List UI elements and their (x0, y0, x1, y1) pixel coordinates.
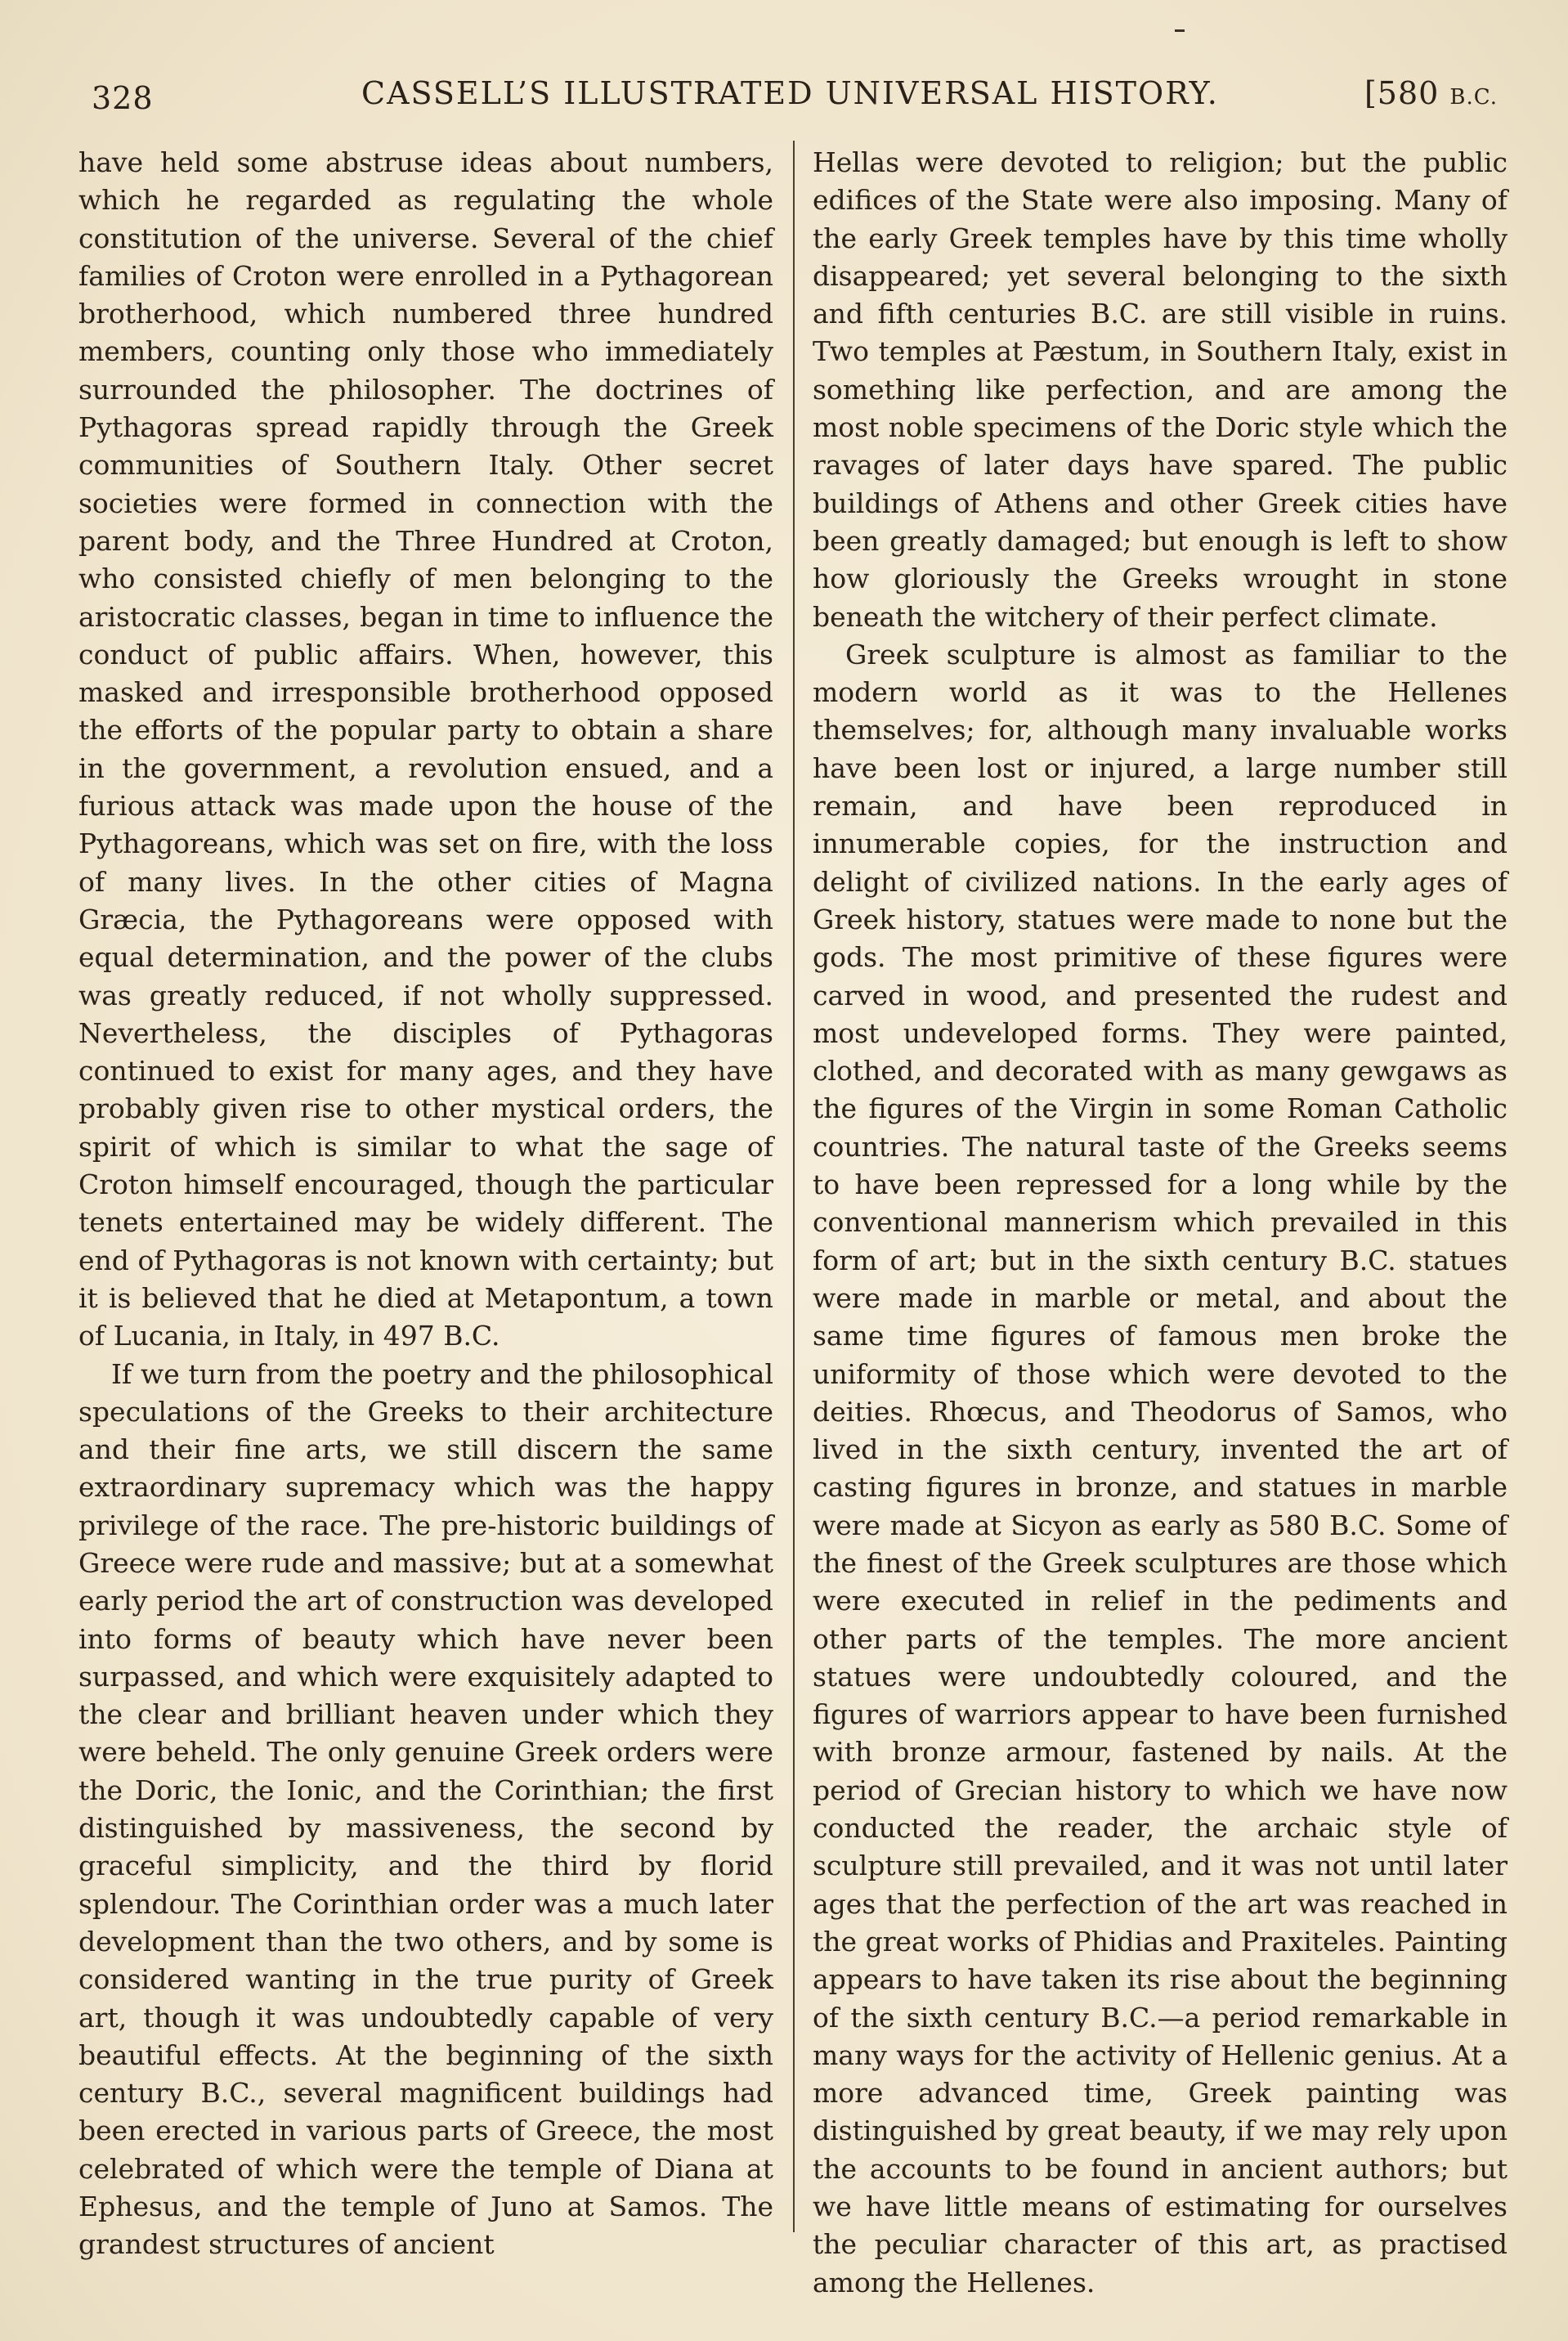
left-column (78, 144, 773, 2264)
date-year: [580 (1364, 75, 1440, 111)
paragraph: Hellas were devoted to religion; but the public edifices of the State were also imposing. Many of the early Greek temples have by this time wholly disappeared; yet several belonging to the sixth and fifth centuries B.C. are still visible in ruins. Two temples at Pæstum, in Southern Italy, exist in something like perfection, and are among the most noble specimens of the Doric style which the ravages of later days have spared. The public buildings of Athens and other Greek cities have been greatly damaged; but enough is left to show how gloriously the Greeks wrought in stone beneath the witchery of their perfect climate. (813, 146, 1508, 633)
page-number: 328 (92, 80, 154, 116)
column-divider (793, 141, 795, 2232)
right-column (813, 144, 1508, 2302)
paragraph: have held some abstruse ideas about numbers, which he regarded as regulating the whole constitution of the universe. Several of the chief families of Croton were enrolled in a Pythagorean brotherhood, which numbered three hundred members, counting only those who immediately surrounded the philosopher. The doctrines of Pythagoras spread rapidly through the Greek communities of Southern Italy. Other secret societies were formed in connection with the parent body, and the Three Hundred at Croton, who consisted chiefly of men belonging to the aristocratic classes, began in time to influence the conduct of public affairs. When, however, this masked and irresponsible brotherhood opposed the efforts of the popular party to obtain a share in the government, a revolution ensued, and a furious attack was made upon the house of the Pythagoreans, which was set on fire, with the loss of many lives. In the other cities of Magna Græcia, the Pythagoreans were opposed with equal determination, and the power of the clubs was greatly reduced, if not wholly suppressed. Nevertheless, the disciples of Pythagoras continued to exist for many ages, and they have probably given rise to other mystical orders, the spirit of which is similar to what the sage of Croton himself encouraged, though the particular tenets entertained may be widely different. The end of Pythagoras is not known with certainty; but it is believed that he died at Metapontum, a town of Lucania, in Italy, in 497 B.C. (78, 146, 773, 1352)
paragraph: If we turn from the poetry and the philosophical speculations of the Greeks to their architecture and their fine arts, we still discern the same extraordinary supremacy which was the happy privilege of the race. The pre-historic buildings of Greece were rude and massive; but at a somewhat early period the art of construction was developed into forms of beauty which have never been surpassed, and which were exquisitely adapted to the clear and brilliant heaven under which they were beheld. The only genuine Greek orders were the Doric, the Ionic, and the Corinthian; the first distinguished by massiveness, the second by graceful simplicity, and the third by florid splendour. The Corinthian order was a much later development than the two others, and by some is considered wanting in the true purity of Greek art, though it was undoubtedly capable of very beautiful effects. At the beginning of the sixth century B.C., several magnificent buildings had been erected in various parts of Greece, the most celebrated of which were the temple of Diana at Ephesus, and the temple of Juno at Samos. The grandest structures of ancient (78, 1357, 773, 2261)
date-era: B.C. (1449, 85, 1498, 110)
date-range (1364, 75, 1498, 111)
print-mark (1175, 29, 1185, 32)
running-header (92, 69, 1498, 118)
running-title: CASSELL’S ILLUSTRATED UNIVERSAL HISTORY. (361, 75, 1219, 111)
paragraph: Greek sculpture is almost as familiar to the modern world as it was to the Hellenes themselves; for, although many invaluable works have been lost or injured, a large number still remain, and have been reproduced in innumerable copies, for the instruction and delight of civilized nations. In the early ages of Greek history, statues were made to none but the gods. The most primitive of these figures were carved in wood, and presented the rudest and most undeveloped forms. They were painted, clothed, and decorated with as many gewgaws as the figures of the Virgin in some Roman Catholic countries. The natural taste of the Greeks seems to have been repressed for a long while by the conventional mannerism which prevailed in this form of art; but in the sixth century B.C. statues were made in marble or metal, and about the same time figures of famous men broke the uniformity of those which were devoted to the deities. Rhœcus, and Theodorus of Samos, who lived in the sixth century, invented the art of casting figures in bronze, and statues in marble were made at Sicyon as early as 580 B.C. Some of the finest of the Greek sculptures are those which were executed in relief in the pediments and other parts of the temples. The more ancient statues were undoubtedly coloured, and the figures of warriors appear to have been furnished with bronze armour, fastened by nails. At the period of Grecian history to which we have now conducted the reader, the archaic style of sculpture still prevailed, and it was not until later ages that the perfection of the art was reached in the great works of Phidias and Praxiteles. Painting appears to have taken its rise about the beginning of the sixth century B.C.—a period remarkable in many ways for the activity of Hellenic genius. At a more advanced time, Greek painting was distinguished by great beauty, if we may rely upon the accounts to be found in ancient authors; but we have little means of estimating for ourselves the peculiar character of this art, as practised among the Hellenes. (813, 638, 1508, 2298)
